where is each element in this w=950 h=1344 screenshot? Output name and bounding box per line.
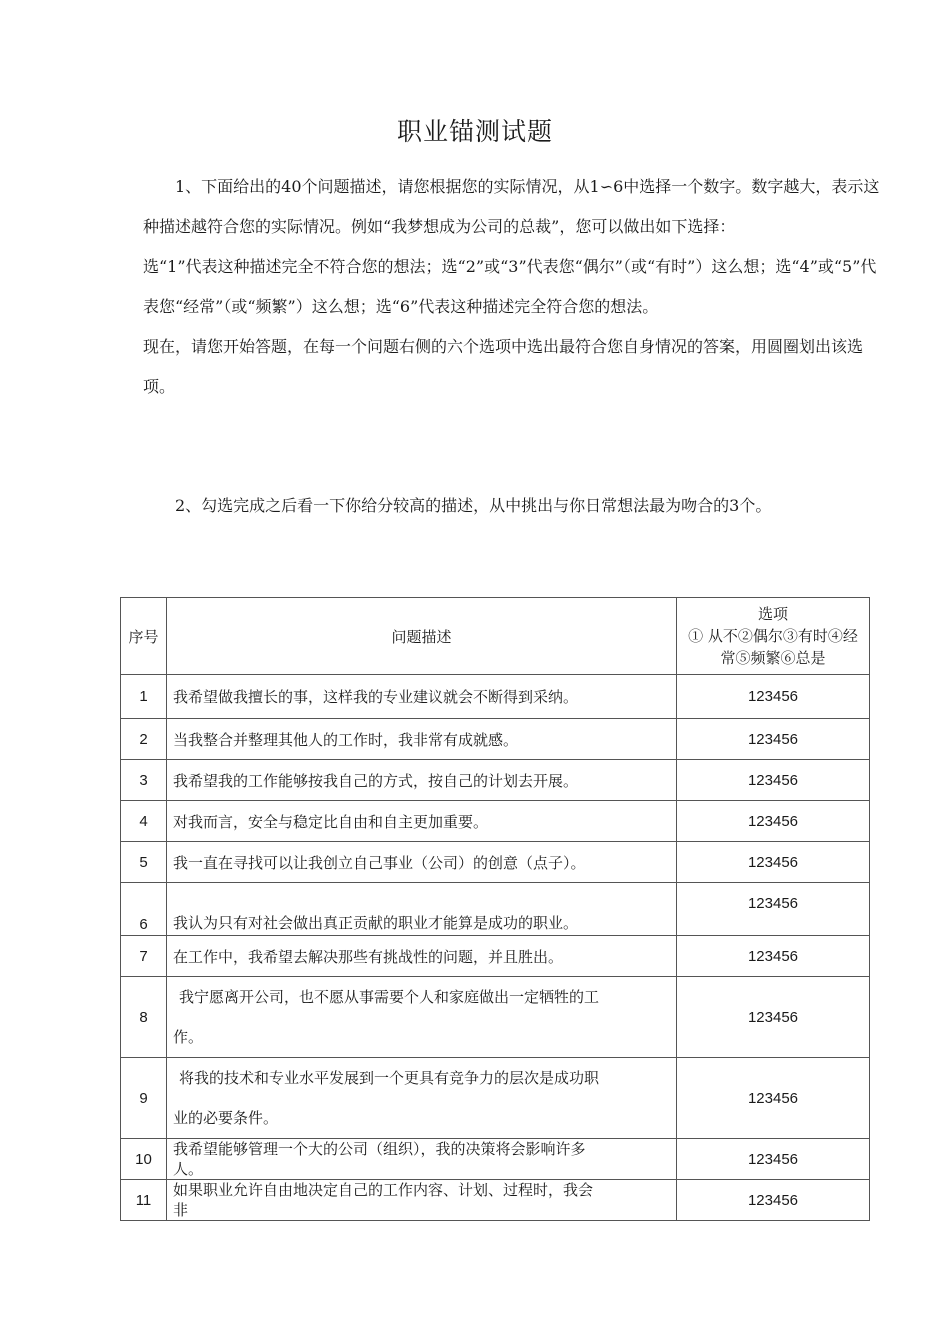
row-number: 3 bbox=[121, 760, 167, 801]
header-description: 问题描述 bbox=[167, 598, 677, 675]
row-number: 7 bbox=[121, 936, 167, 977]
table-row bbox=[121, 842, 870, 883]
row-number: 2 bbox=[121, 719, 167, 760]
instruction-paragraph-3: 现在，请您开始答题，在每一个问题右侧的六个选项中选出最符合您自身情况的答案，用圆圈划出该选项。 bbox=[143, 337, 864, 396]
row-number: 11 bbox=[121, 1180, 167, 1221]
table-row bbox=[121, 1180, 870, 1221]
row-description: 我宁愿离开公司，也不愿从事需要个人和家庭做出一定牺牲的工 作。 bbox=[167, 977, 677, 1058]
row-number: 9 bbox=[121, 1058, 167, 1139]
row-options[interactable]: 123456 bbox=[677, 1058, 870, 1139]
question-table bbox=[120, 597, 870, 1221]
row-description: 我希望做我擅长的事，这样我的专业建议就会不断得到采纳。 bbox=[167, 675, 677, 719]
row-options[interactable]: 123456 bbox=[677, 801, 870, 842]
row-description: 我希望我的工作能够按我自己的方式，按自己的计划去开展。 bbox=[167, 760, 677, 801]
row-description: 我一直在寻找可以让我创立自己事业（公司）的创意（点子）。 bbox=[167, 842, 677, 883]
instruction-paragraph-2: 选“1”代表这种描述完全不符合您的想法；选“2”或“3”代表您“偶尔”（或“有时”）这么想；选“4”或“5”代表您“经常”（或“频繁”）这么想；选“6”代表这种描述完全符合您的想法。 bbox=[143, 257, 877, 316]
row-description: 我认为只有对社会做出真正贡献的职业才能算是成功的职业。 bbox=[167, 883, 677, 936]
row-description: 对我而言，安全与稳定比自由和自主更加重要。 bbox=[167, 801, 677, 842]
table-row bbox=[121, 1058, 870, 1139]
row-options[interactable]: 123456 bbox=[677, 1139, 870, 1180]
table-row bbox=[121, 801, 870, 842]
page-title: 职业锚测试题 bbox=[396, 117, 553, 146]
row-description: 如果职业允许自由地决定自己的工作内容、计划、过程时，我会 非 bbox=[167, 1180, 677, 1221]
instruction-paragraph-4: 2、勾选完成之后看一下你给分较高的描述，从中挑出与你日常想法最为吻合的3个。 bbox=[175, 496, 772, 515]
table-row bbox=[121, 675, 870, 719]
row-options[interactable]: 123456 bbox=[677, 842, 870, 883]
table-row bbox=[121, 936, 870, 977]
table-row bbox=[121, 1139, 870, 1180]
row-options[interactable]: 123456 bbox=[677, 977, 870, 1058]
row-description: 将我的技术和专业水平发展到一个更具有竞争力的层次是成功职 业的必要条件。 bbox=[167, 1058, 677, 1139]
row-description: 当我整合并整理其他人的工作时，我非常有成就感。 bbox=[167, 719, 677, 760]
row-options[interactable]: 123456 bbox=[677, 675, 870, 719]
row-number: 6 bbox=[121, 883, 167, 936]
header-number: 序号 bbox=[121, 598, 167, 675]
table-header-row bbox=[121, 598, 870, 675]
row-number: 1 bbox=[121, 675, 167, 719]
row-description: 我希望能够管理一个大的公司（组织），我的决策将会影响许多 人。 bbox=[167, 1139, 677, 1180]
table-row bbox=[121, 883, 870, 936]
row-number: 4 bbox=[121, 801, 167, 842]
table-row bbox=[121, 760, 870, 801]
header-options: 选项 ① 从不②偶尔③有时④经 常⑤频繁⑥总是 bbox=[677, 598, 870, 675]
row-number: 10 bbox=[121, 1139, 167, 1180]
table-row bbox=[121, 719, 870, 760]
table-row bbox=[121, 977, 870, 1058]
row-options[interactable]: 123456 bbox=[677, 760, 870, 801]
instruction-paragraph-1: 1、下面给出的40个问题描述，请您根据您的实际情况，从1∽6中选择一个数字。数字越大，表示这种描述越符合您的实际情况。例如“我梦想成为公司的总裁”，您可以做出如下选择： bbox=[143, 177, 880, 236]
row-options[interactable]: 123456 bbox=[677, 883, 870, 936]
row-number: 5 bbox=[121, 842, 167, 883]
instructions-block bbox=[143, 167, 883, 407]
row-options[interactable]: 123456 bbox=[677, 719, 870, 760]
row-number: 8 bbox=[121, 977, 167, 1058]
row-options[interactable]: 123456 bbox=[677, 936, 870, 977]
row-options[interactable]: 123456 bbox=[677, 1180, 870, 1221]
row-description: 在工作中，我希望去解决那些有挑战性的问题，并且胜出。 bbox=[167, 936, 677, 977]
